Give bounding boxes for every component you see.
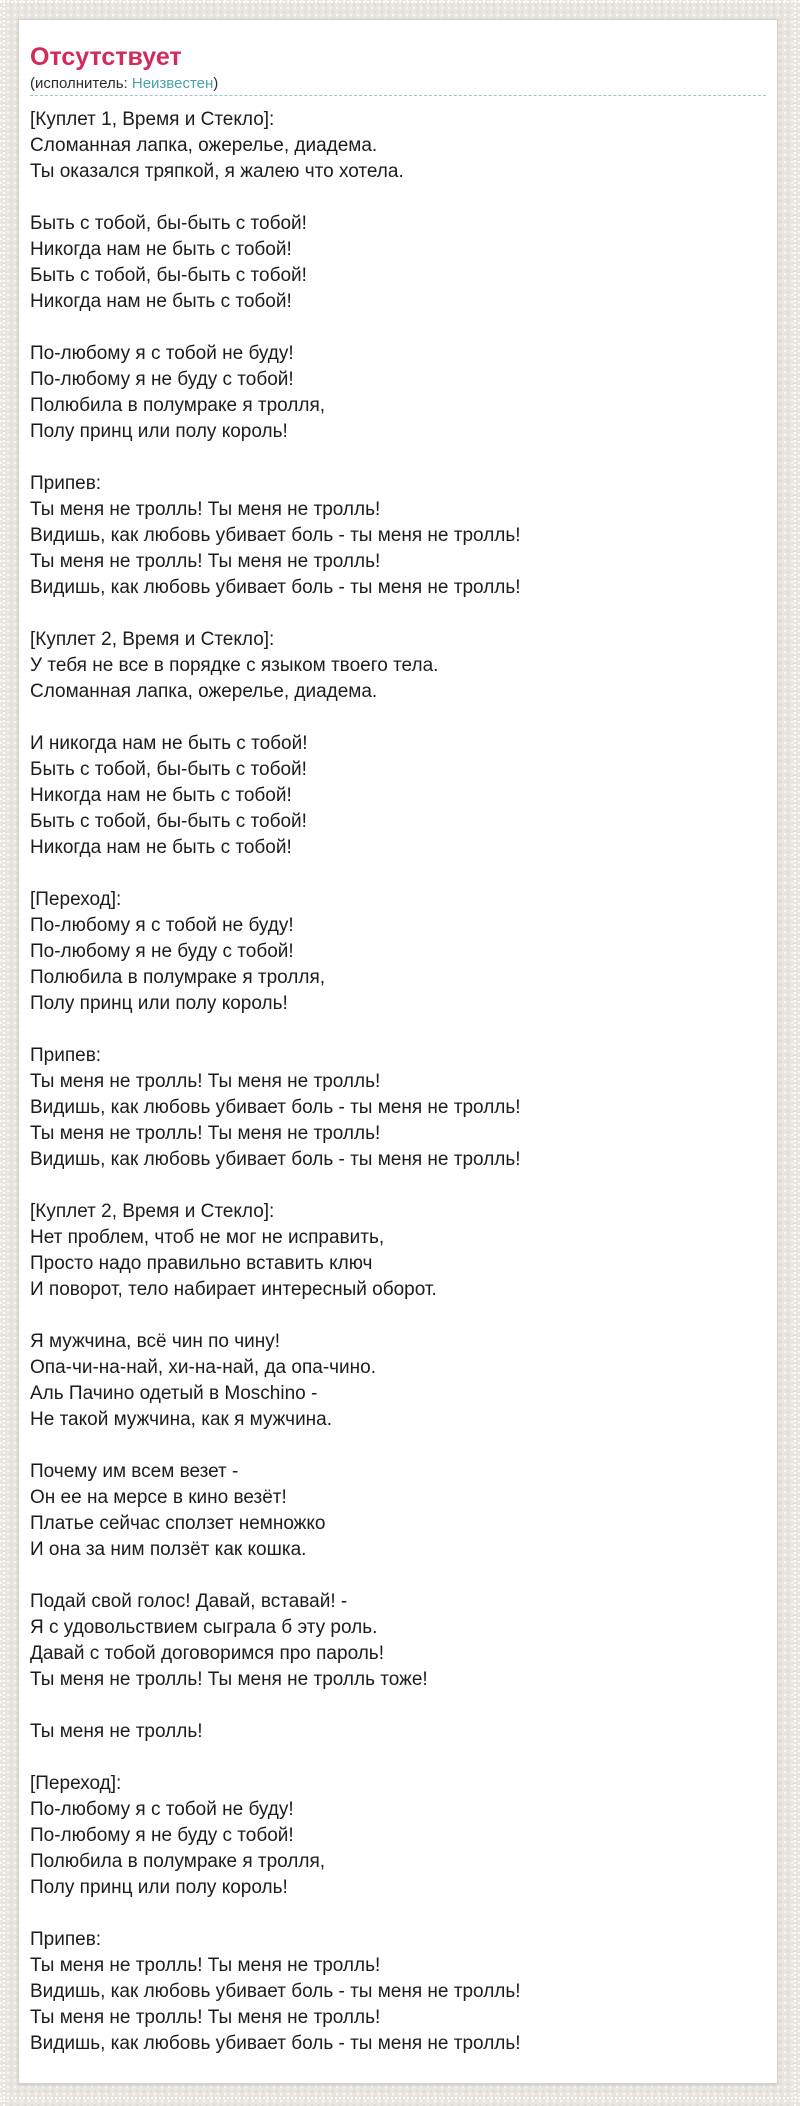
lyric-line: Аль Пачино одетый в Moschino - — [30, 1383, 318, 1404]
texture-dotted-line-left — [3, 0, 5, 2106]
texture-dotted-line-bottom — [0, 2097, 800, 2099]
lyric-line: Полу принц или полу король! — [30, 993, 288, 1014]
texture-dotted-line-right — [794, 0, 796, 2106]
lyric-line: Ты меня не тролль! Ты меня не тролль! — [30, 1123, 381, 1144]
lyric-line: Ты меня не тролль! — [30, 1721, 203, 1742]
lyric-line: [Куплет 1, Время и Стекло]: — [30, 109, 275, 130]
lyric-line: Никогда нам не быть с тобой! — [30, 239, 292, 260]
lyric-line: Почему им всем везет - — [30, 1461, 239, 1482]
lyric-line: Видишь, как любовь убивает боль - ты меня не тролль! — [30, 1981, 521, 2002]
lyric-line: И поворот, тело набирает интересный оборот. — [30, 1279, 437, 1300]
lyric-line: У тебя не все в порядке с языком твоего тела. — [30, 655, 439, 676]
lyric-blank-line — [30, 1017, 766, 1043]
lyric-line: Ты меня не тролль! Ты меня не тролль! — [30, 2007, 381, 2028]
lyric-blank-line — [30, 1901, 766, 1927]
lyric-line: Видишь, как любовь убивает боль - ты меня не тролль! — [30, 2033, 521, 2054]
lyric-line: Просто надо правильно вставить ключ — [30, 1253, 373, 1274]
lyric-line: Ты оказался тряпкой, я жалею что хотела. — [30, 161, 404, 182]
lyric-line: Я мужчина, всё чин по чину! — [30, 1331, 281, 1352]
artist-label: (исполнитель: — [30, 75, 132, 92]
artist-line — [30, 74, 766, 95]
artist-label-close-paren: ) — [213, 75, 219, 92]
lyric-line: Быть с тобой, бы-быть с тобой! — [30, 265, 307, 286]
lyric-line: По-любому я с тобой не буду! — [30, 1799, 294, 1820]
lyric-line: Полу принц или полу король! — [30, 1877, 288, 1898]
lyric-blank-line — [30, 1173, 766, 1199]
lyric-line: По-любому я с тобой не буду! — [30, 343, 294, 364]
lyric-line: И она за ним ползёт как кошка. — [30, 1539, 307, 1560]
lyric-blank-line — [30, 315, 766, 341]
lyric-line: Видишь, как любовь убивает боль - ты меня не тролль! — [30, 1097, 521, 1118]
lyric-line: Нет проблем, чтоб не мог не исправить, — [30, 1227, 385, 1248]
lyric-line: Видишь, как любовь убивает боль - ты меня не тролль! — [30, 525, 521, 546]
artist-link[interactable]: Неизвестен — [131, 75, 214, 92]
lyric-line: Полюбила в полумраке я тролля, — [30, 1851, 326, 1872]
lyrics-text — [30, 107, 766, 2057]
lyric-blank-line — [30, 1693, 766, 1719]
lyric-line: Полюбила в полумраке я тролля, — [30, 967, 326, 988]
lyric-line: Припев: — [30, 1045, 102, 1066]
lyric-blank-line — [30, 1433, 766, 1459]
lyric-line: [Куплет 2, Время и Стекло]: — [30, 629, 275, 650]
lyric-line: Давай с тобой договоримся про пароль! — [30, 1643, 384, 1664]
lyric-line: Опа-чи-на-най, хи-на-най, да опа-чино. — [30, 1357, 377, 1378]
lyric-line: Никогда нам не быть с тобой! — [30, 785, 292, 806]
lyric-blank-line — [30, 1563, 766, 1589]
lyric-line: Я с удовольствием сыграла б эту роль. — [30, 1617, 378, 1638]
lyric-line: Платье сейчас сползет немножко — [30, 1513, 326, 1534]
lyric-line: По-любому я не буду с тобой! — [30, 1825, 294, 1846]
lyric-line: [Переход]: — [30, 889, 122, 910]
lyric-line: Он ее на мерсе в кино везёт! — [30, 1487, 287, 1508]
lyric-line: Ты меня не тролль! Ты меня не тролль! — [30, 1955, 381, 1976]
lyric-line: Не такой мужчина, как я мужчина. — [30, 1409, 333, 1430]
lyric-line: Сломанная лапка, ожерелье, диадема. — [30, 135, 378, 156]
lyrics-card — [18, 19, 778, 2084]
lyric-line: По-любому я не буду с тобой! — [30, 369, 294, 390]
lyric-line: Быть с тобой, бы-быть с тобой! — [30, 213, 307, 234]
lyric-line: Быть с тобой, бы-быть с тобой! — [30, 759, 307, 780]
lyric-blank-line — [30, 1303, 766, 1329]
lyric-line: Припев: — [30, 1929, 102, 1950]
lyric-line: Ты меня не тролль! Ты меня не тролль тоже! — [30, 1669, 428, 1690]
lyric-line: Полюбила в полумраке я тролля, — [30, 395, 326, 416]
lyric-line: Припев: — [30, 473, 102, 494]
lyric-blank-line — [30, 1745, 766, 1771]
lyric-blank-line — [30, 445, 766, 471]
lyric-line: Видишь, как любовь убивает боль - ты меня не тролль! — [30, 577, 521, 598]
texture-dotted-line-top — [0, 1, 800, 3]
lyric-line: Подай свой голос! Давай, вставай! - — [30, 1591, 348, 1612]
lyric-line: Ты меня не тролль! Ты меня не тролль! — [30, 1071, 381, 1092]
lyric-blank-line — [30, 861, 766, 887]
lyric-line: Ты меня не тролль! Ты меня не тролль! — [30, 499, 381, 520]
lyric-line: Ты меня не тролль! Ты меня не тролль! — [30, 551, 381, 572]
lyric-line: По-любому я с тобой не буду! — [30, 915, 294, 936]
lyric-line: Быть с тобой, бы-быть с тобой! — [30, 811, 307, 832]
lyric-line: Видишь, как любовь убивает боль - ты меня не тролль! — [30, 1149, 521, 1170]
lyric-blank-line — [30, 601, 766, 627]
lyric-line: [Куплет 2, Время и Стекло]: — [30, 1201, 275, 1222]
lyric-line: Никогда нам не быть с тобой! — [30, 291, 292, 312]
lyric-blank-line — [30, 705, 766, 731]
lyric-line: Сломанная лапка, ожерелье, диадема. — [30, 681, 378, 702]
lyric-line: Никогда нам не быть с тобой! — [30, 837, 292, 858]
header-separator — [30, 95, 766, 96]
song-title: Отсутствует — [30, 43, 182, 71]
lyric-blank-line — [30, 185, 766, 211]
lyric-line: По-любому я не буду с тобой! — [30, 941, 294, 962]
lyric-line: Полу принц или полу король! — [30, 421, 288, 442]
lyric-line: И никогда нам не быть с тобой! — [30, 733, 308, 754]
lyric-line: [Переход]: — [30, 1773, 122, 1794]
